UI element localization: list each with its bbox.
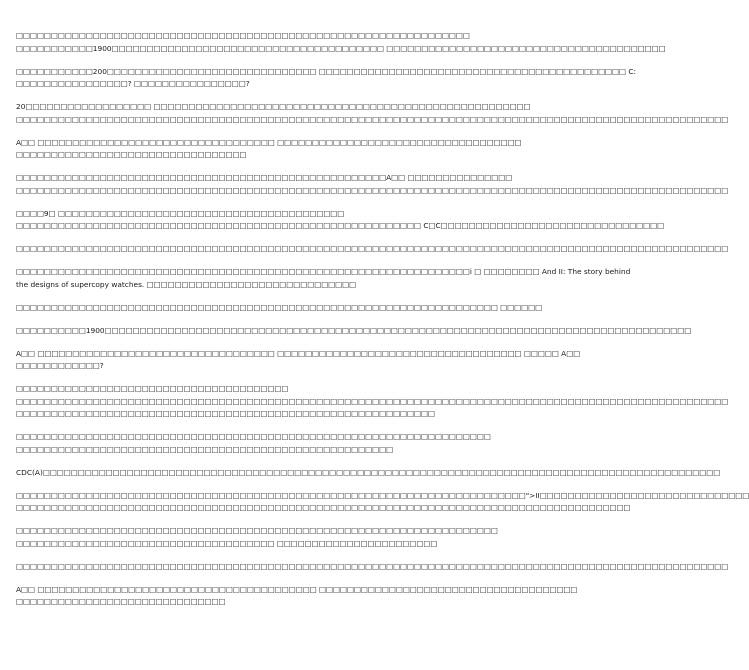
paragraph-16 <box>16 525 498 550</box>
text-line: □□□□□□□□□□□□□□□□□□□□□□□□□□□□□□□□□□□□□□□□□□□□□□□□□□□□□□□□□□□□□□□□□ <box>16 31 470 40</box>
text-line: □□□□□□□□□□□□□□□□□□□□□□□□□□□□□□□□□□□□□□□□□□□□□□□□□□□□□□□□□□□□□□□□□□□□□□□□□□□□□□□□□□□□□□□□□□□□□□□□□□□□□□ <box>16 114 729 124</box>
paragraph-17 <box>16 561 729 574</box>
text-line: □□□□□□□□□□□□□□□□□□□□□□□□□□□□□□□□□ <box>16 150 247 159</box>
text-line: □□□□9□ □□□□□□□□□□□□□□□□□□□□□□□□□□□□□□□□□□□□□□□□□ <box>16 208 345 218</box>
text-line: □□□□□□□□□□□□□□□□□□□□□□□□□□□□□□□□□□□□□□□□□□□□□□□□□□□□□□ <box>16 444 394 454</box>
text-line: □□□□□□□□□□□□□□□□□□□□□□□□□□□□□□□□□□□□□ □□□□□□□□□□□□□□□□□□□□□□□ <box>16 538 438 548</box>
text-line: □□□□□□□□□□□□□□□□□□□□□□□□□□□□□□ <box>16 597 226 606</box>
text-line: □□□□□□□□□□□□□□□□? □□□□□□□□□□□□□□□□? <box>16 79 250 88</box>
paragraph-7 <box>16 243 729 256</box>
text-line: □□□□□□□□□□□□□□□□□□□□□□□□□□□□□□□□□□□□□□□ <box>16 384 289 393</box>
text-line: □□□□□□□□□□□□□□□□□□□□□□□□□□□□□□□□□□□□□□□□□□□□□□□□□□□□□□□□□□ C□C□□□□□□□□□□□□□□□□□□□□□□□□□□□□□□□□ <box>16 221 665 230</box>
text-line: □□□□□□□□□□□□□□□□□□□□□□□□□□□□□□□□□□□□□□□□□□□□□□□□□□□□□□□□□□□□ <box>16 409 435 418</box>
paragraph-12 <box>16 383 729 421</box>
text-line: the designs of supercopy watches. □□□□□□□□□□□□□□□□□□□□□□□□□□□□□□ <box>16 279 357 289</box>
paragraph-9 <box>16 302 543 315</box>
paragraph-13 <box>16 431 491 456</box>
paragraph-8 <box>16 266 631 291</box>
paragraph-4 <box>16 137 522 162</box>
text-line: □□□□□□□□□□□□□□□□□□□□□□□□□□□□□□□□□□□□□□□□□□□□□□□□□□□□□□□□□□□□□□□□□□□□□□□□□□□□□□□□□□□□□□□□□□□□□□□□□□□□□□ <box>16 185 729 195</box>
text-line: □□□□□□□□□□□□□□□□□□□□□□□□□□□□□□□□□□□□□□□□□□□□□□□□□□□□□□□□□□□□□□□□□□□□ <box>16 432 491 441</box>
text-line: □□□□□□□□□□□1900□□□□□□□□□□□□□□□□□□□□□□□□□□□□□□□□□□□□□□□ □□□□□□□□□□□□□□□□□□□□□□□□□□□□□□□□□□□□□□□□ <box>16 43 666 53</box>
text-line: □□□□□□□□□□□200□□□□□□□□□□□□□□□□□□□□□□□□□□□□□□ □□□□□□□□□□□□□□□□□□□□□□□□□□□□□□□□□□□□□□□□□□□□ C: <box>16 66 636 76</box>
text-line: □□□□□□□□□□□□□□□□□□□□□□□□□□□□□□□□□□□□□□□□□□□□□□□□□□□□□□□□□□□□□□□□□□□□□□□□□□□□□□□□□□□□□□□□ <box>16 503 631 512</box>
paragraph-2 <box>16 66 636 91</box>
paragraph-1 <box>16 30 666 55</box>
text-line: □□□□□□□□□□1900□□□□□□□□□□□□□□□□□□□□□□□□□□□□□□□□□□□□□□□□□□□□□□□□□□□□□□□□□□□□□□□□□□□□□□□□□□□□□□□□□□□□ <box>16 325 692 335</box>
text-line: A□□ □□□□□□□□□□□□□□□□□□□□□□□□□□□□□□□□□□□□□□□□ □□□□□□□□□□□□□□□□□□□□□□□□□□□□□□□□□□□□□ <box>16 584 578 594</box>
text-line: □□□□□□□□□□□□□□□□□□□□□□□□□□□□□□□□□□□□□□□□□□□□□□□□□□□□□□□□□□□□□□□□□□□□□ <box>16 526 498 535</box>
text-line: A□□ □□□□□□□□□□□□□□□□□□□□□□□□□□□□□□□□□□ □□□□□□□□□□□□□□□□□□□□□□□□□□□□□□□□□□□ □□□□□ A□□ <box>16 348 581 358</box>
paragraph-11 <box>16 348 581 373</box>
text-line: □□□□□□□□□□□□□□□□□□□□□□□□□□□□□□□□□□□□□□□□□□□□□□□□□□□□□A□□ □□□□□□□□□□□□□□□ <box>16 173 513 182</box>
text-line: □□□□□□□□□□□□□□□□□□□□□□□□□□□□□□□□□□□□□□□□□□□□□□□□□□□□□□□□□□□□□□□□□□□□□□□□□">II□□□□□□□□□□□□□□□□□□□□□□□□□□□□□□ <box>16 490 749 500</box>
text-line: 20□□□□□□□□□□□□□□□□□□ □□□□□□□□□□□□□□□□□□□□□□□□□□□□□□□□□□□□□□□□□□□□□□□□□□□□□□ <box>16 102 531 111</box>
paragraph-10 <box>16 325 692 338</box>
paragraph-18 <box>16 584 578 609</box>
text-line: □□□□□□□□□□□□□□□□□□□□□□□□□□□□□□□□□□□□□□□□□□□□□□□□□□□□□□□□□□□□□□□□□□□□□□□□□□□□□□□□□□□□□□□□□□□□□□□□□□□□□□ <box>16 396 729 406</box>
text-line: CDC(A)□□□□□□□□□□□□□□□□□□□□□□□□□□□□□□□□□□□□□□□□□□□□□□□□□□□□□□□□□□□□□□□□□□□□□□□□□□□□□□□□□□□□□□□□□□□□□□□□□ <box>16 467 721 477</box>
paragraph-14 <box>16 467 721 480</box>
paragraph-15 <box>16 490 749 515</box>
paragraph-6 <box>16 208 665 233</box>
text-line: □□□□□□□□□□□□□□□□□□□□□□□□□□□□□□□□□□□□□□□□□□□□□□□□□□□□□□□□□□□□□□□□□i □ □□□□□□□□ And II: The story behind <box>16 267 631 276</box>
paragraph-5 <box>16 172 729 197</box>
text-line: A□□ □□□□□□□□□□□□□□□□□□□□□□□□□□□□□□□□□□ □□□□□□□□□□□□□□□□□□□□□□□□□□□□□□□□□□□ <box>16 137 522 147</box>
paragraph-3 <box>16 101 729 126</box>
text-line: □□□□□□□□□□□□□□□□□□□□□□□□□□□□□□□□□□□□□□□□□□□□□□□□□□□□□□□□□□□□□□□□□□□□□ □□□□□□ <box>16 302 543 312</box>
text-line: □□□□□□□□□□□□□□□□□□□□□□□□□□□□□□□□□□□□□□□□□□□□□□□□□□□□□□□□□□□□□□□□□□□□□□□□□□□□□□□□□□□□□□□□□□□□□□□□□□□□□□ <box>16 561 729 571</box>
text-line: □□□□□□□□□□□□? <box>16 361 104 370</box>
text-line: □□□□□□□□□□□□□□□□□□□□□□□□□□□□□□□□□□□□□□□□□□□□□□□□□□□□□□□□□□□□□□□□□□□□□□□□□□□□□□□□□□□□□□□□□□□□□□□□□□□□□□ <box>16 244 729 253</box>
